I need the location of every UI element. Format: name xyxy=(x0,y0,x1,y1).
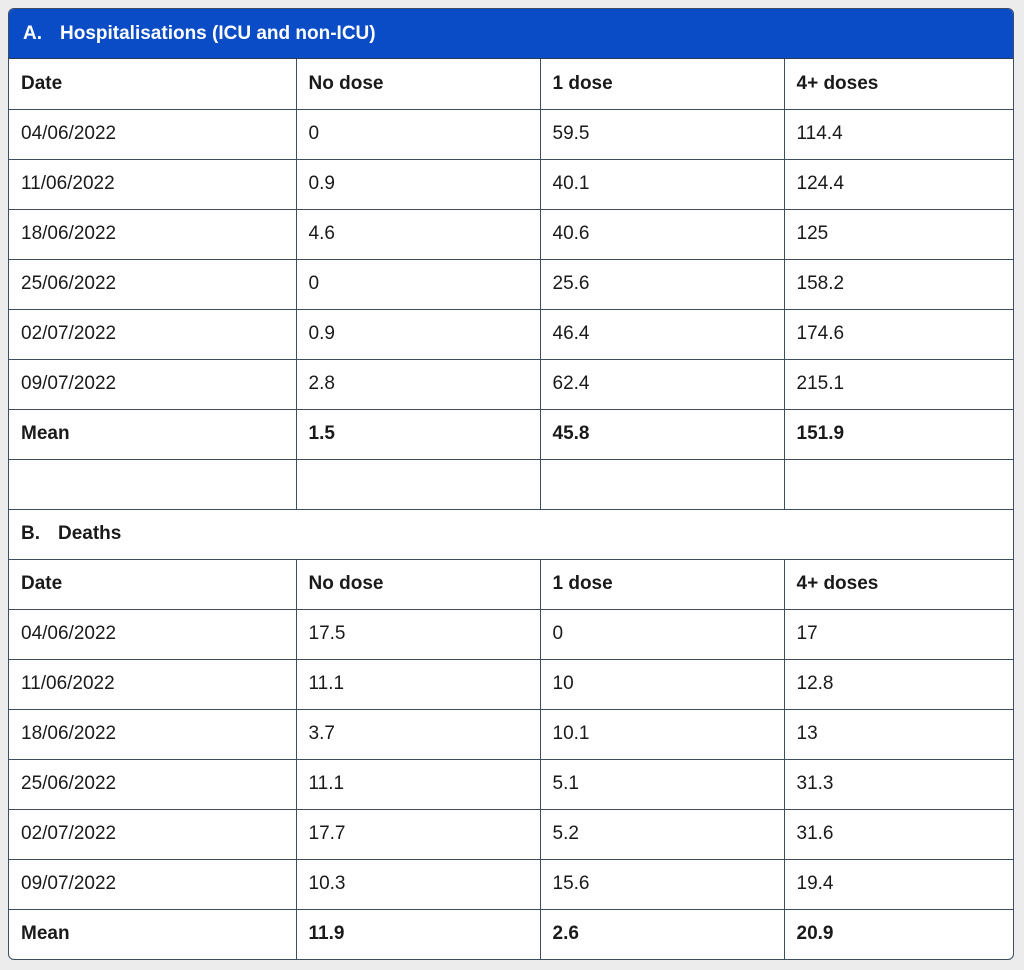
section-a-title-bar xyxy=(9,9,1013,59)
table-row xyxy=(9,609,1013,659)
cell-no-dose: 2.8 xyxy=(296,359,540,409)
table-row xyxy=(9,659,1013,709)
section-b-mean-row xyxy=(9,909,1013,959)
cell-date: 02/07/2022 xyxy=(9,309,296,359)
section-a-letter: A. xyxy=(23,22,42,44)
cell-no-dose: 0.9 xyxy=(296,159,540,209)
header-1-dose: 1 dose xyxy=(540,559,784,609)
mean-no-dose: 1.5 xyxy=(296,409,540,459)
cell-no-dose: 11.1 xyxy=(296,759,540,809)
cell-no-dose: 10.3 xyxy=(296,859,540,909)
header-no-dose: No dose xyxy=(296,59,540,109)
cell-1-dose: 15.6 xyxy=(540,859,784,909)
header-4-plus-doses: 4+ doses xyxy=(784,559,1013,609)
table-row xyxy=(9,259,1013,309)
cell-1-dose: 10.1 xyxy=(540,709,784,759)
cell-4-plus-doses: 17 xyxy=(784,609,1013,659)
cell-1-dose: 40.1 xyxy=(540,159,784,209)
empty-cell xyxy=(9,459,296,509)
cell-date: 11/06/2022 xyxy=(9,159,296,209)
table-row xyxy=(9,759,1013,809)
section-a-title: Hospitalisations (ICU and non-ICU) xyxy=(60,22,376,44)
cell-1-dose: 46.4 xyxy=(540,309,784,359)
header-no-dose: No dose xyxy=(296,559,540,609)
header-4-plus-doses: 4+ doses xyxy=(784,59,1013,109)
empty-cell xyxy=(784,459,1013,509)
cell-date: 25/06/2022 xyxy=(9,759,296,809)
header-1-dose: 1 dose xyxy=(540,59,784,109)
section-b-title: Deaths xyxy=(58,523,122,544)
cell-4-plus-doses: 215.1 xyxy=(784,359,1013,409)
cell-no-dose: 0.9 xyxy=(296,309,540,359)
cell-date: 18/06/2022 xyxy=(9,709,296,759)
table-row xyxy=(9,159,1013,209)
empty-cell xyxy=(296,459,540,509)
cell-date: 04/06/2022 xyxy=(9,109,296,159)
section-b-title-row xyxy=(9,509,1013,559)
mean-4-plus-doses: 151.9 xyxy=(784,409,1013,459)
cell-date: 09/07/2022 xyxy=(9,859,296,909)
cell-1-dose: 5.2 xyxy=(540,809,784,859)
cell-no-dose: 17.7 xyxy=(296,809,540,859)
section-a-header-row xyxy=(9,59,1013,109)
mean-1-dose: 45.8 xyxy=(540,409,784,459)
table-row xyxy=(9,809,1013,859)
table-row xyxy=(9,709,1013,759)
cell-no-dose: 3.7 xyxy=(296,709,540,759)
cell-1-dose: 10 xyxy=(540,659,784,709)
cell-1-dose: 0 xyxy=(540,609,784,659)
cell-4-plus-doses: 12.8 xyxy=(784,659,1013,709)
table-row xyxy=(9,859,1013,909)
section-a-mean-row xyxy=(9,409,1013,459)
header-date: Date xyxy=(9,59,296,109)
cell-4-plus-doses: 19.4 xyxy=(784,859,1013,909)
cell-4-plus-doses: 114.4 xyxy=(784,109,1013,159)
cell-1-dose: 5.1 xyxy=(540,759,784,809)
section-b-header-row xyxy=(9,559,1013,609)
cell-1-dose: 59.5 xyxy=(540,109,784,159)
cell-1-dose: 62.4 xyxy=(540,359,784,409)
cell-no-dose: 11.1 xyxy=(296,659,540,709)
cell-no-dose: 0 xyxy=(296,109,540,159)
cell-date: 02/07/2022 xyxy=(9,809,296,859)
cell-date: 18/06/2022 xyxy=(9,209,296,259)
cell-date: 04/06/2022 xyxy=(9,609,296,659)
cell-4-plus-doses: 31.6 xyxy=(784,809,1013,859)
table-row xyxy=(9,359,1013,409)
section-b-title-cell xyxy=(9,509,1013,559)
table-row xyxy=(9,209,1013,259)
table-row xyxy=(9,309,1013,359)
mean-no-dose: 11.9 xyxy=(296,909,540,959)
cell-4-plus-doses: 158.2 xyxy=(784,259,1013,309)
cell-1-dose: 25.6 xyxy=(540,259,784,309)
cell-date: 09/07/2022 xyxy=(9,359,296,409)
cell-date: 11/06/2022 xyxy=(9,659,296,709)
cell-no-dose: 4.6 xyxy=(296,209,540,259)
cell-4-plus-doses: 125 xyxy=(784,209,1013,259)
data-table xyxy=(9,59,1013,959)
cell-no-dose: 0 xyxy=(296,259,540,309)
data-table-panel xyxy=(8,8,1014,960)
cell-4-plus-doses: 13 xyxy=(784,709,1013,759)
table-row xyxy=(9,109,1013,159)
cell-no-dose: 17.5 xyxy=(296,609,540,659)
mean-1-dose: 2.6 xyxy=(540,909,784,959)
mean-label: Mean xyxy=(9,909,296,959)
section-b-letter: B. xyxy=(21,523,40,544)
header-date: Date xyxy=(9,559,296,609)
cell-date: 25/06/2022 xyxy=(9,259,296,309)
cell-4-plus-doses: 31.3 xyxy=(784,759,1013,809)
cell-4-plus-doses: 174.6 xyxy=(784,309,1013,359)
cell-1-dose: 40.6 xyxy=(540,209,784,259)
empty-cell xyxy=(540,459,784,509)
empty-row xyxy=(9,459,1013,509)
mean-label: Mean xyxy=(9,409,296,459)
mean-4-plus-doses: 20.9 xyxy=(796,923,834,945)
cell-4-plus-doses: 124.4 xyxy=(784,159,1013,209)
